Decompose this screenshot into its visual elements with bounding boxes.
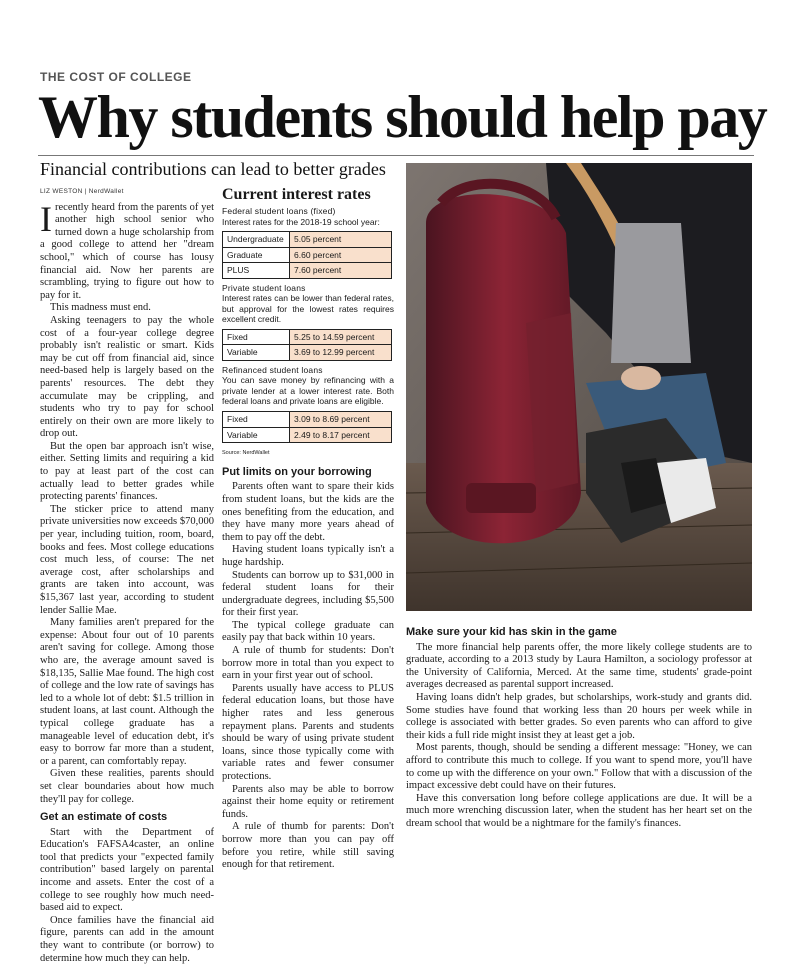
headline-rule	[38, 155, 754, 156]
body-paragraph: Having student loans typically isn't a huge hardship.	[222, 544, 394, 568]
table-row: Fixed 5.25 to 14.59 percent	[223, 329, 392, 345]
private-loans-title: Private student loans	[222, 282, 306, 293]
refinanced-loans-note: You can save money by refinancing with a private lender at a lower interest rate. Both federal loans and private loans are eligible.	[222, 375, 394, 407]
body-paragraph: Start with the Department of Education's FAFSA4caster, an online tool that predicts your "expected family contribution" based largely on parental income and assets. Enter the cost of a college to see roughly how much need-based aid to expect.	[40, 826, 214, 914]
body-paragraph: Most parents, though, should be sending a different message: "Honey, we can afford to contribute this much to college. If you want to spend more, you'll have to come up with the difference on your own." Follow that with a discussion of the impact excessive debt could have on their futures.	[406, 742, 752, 792]
body-paragraph: Parents also may be able to borrow against their home equity or retirement funds.	[222, 783, 394, 820]
headline: Why students should help pay	[38, 84, 767, 150]
photo-illustration	[406, 163, 752, 611]
table-row: Fixed 3.09 to 8.69 percent	[223, 411, 392, 427]
sidebar-title: Current interest rates	[222, 186, 371, 203]
private-loans-note: Interest rates can be lower than federal rates, but approval for the lowest rates requires excellent credit.	[222, 293, 394, 325]
section-heading: Get an estimate of costs	[40, 811, 168, 824]
sidebar-source: Source: NerdWallet	[222, 450, 270, 457]
body-paragraph: Parents often want to spare their kids from student loans, but the kids are the ones benefiting from the education, and they have many more years ahead of them to pay off the debt.	[222, 481, 394, 543]
body-paragraph: Have this conversation long before college applications are due. It will be a much more wrenching discussion later, when the student has her heart set on the dream school that would be a nightmare for the family's finances.	[406, 792, 752, 829]
body-paragraph: Students can borrow up to $31,000 in federal student loans for their undergraduate degrees, including $5,500 for their first year.	[222, 569, 394, 619]
federal-loans-note: Interest rates for the 2018-19 school year:	[222, 216, 380, 227]
kicker: THE COST OF COLLEGE	[40, 70, 192, 84]
lead-paragraph: Irecently heard from the parents of yet another high school senior who turned down a huge scholarship from a good college to attend her "dream school," which of course has lousy financial aid. Now her parents are scrambling, trying to figure out how to pay for it.	[40, 198, 214, 301]
table-row: Variable 3.69 to 12.99 percent	[223, 345, 392, 361]
body-paragraph: Given these realities, parents should set clear boundaries about how much they'll pay for college.	[40, 768, 214, 805]
private-rates-table	[222, 329, 392, 361]
hands	[621, 366, 661, 390]
table-row: Graduate 6.60 percent	[223, 247, 392, 263]
student-backpack-photo	[406, 163, 752, 611]
body-paragraph: This madness must end.	[50, 302, 151, 314]
federal-rates-table	[222, 231, 392, 279]
shirt	[611, 223, 691, 363]
refinanced-rates-table	[222, 411, 392, 443]
table-row: PLUS 7.60 percent	[223, 263, 392, 279]
body-paragraph: Many families aren't prepared for the expense: About four out of 10 parents aren't saving for college. Among those who are, the average amount saved is $18,135, Sallie Mae found. The high cost of college and the low rate of savings has led to a whole lot of debt: $1.5 trillion in student loans, at last count. Although the typical college graduate has a manageable level of education debt, it's easy to borrow far more than a student, or a parent, can comfortably repay.	[40, 617, 214, 767]
interest-rates-sidebar	[222, 186, 394, 460]
body-paragraph: A rule of thumb for students: Don't borrow more in total than you expect to earn in your first year out of school.	[222, 645, 394, 682]
body-paragraph: But the open bar approach isn't wise, either. Setting limits and requiring a kid to pay at least part of the cost can actually lead to better grades while protecting parents' finances.	[40, 440, 214, 503]
body-paragraph: The more financial help parents offer, the more likely college students are to graduate, according to a 2013 study by Laura Hamilton, a sociology professor at the University of California, Merced. At the same time, students' grade-point averages decreased as parental support increased.	[406, 641, 752, 691]
table-row: Undergraduate 5.05 percent	[223, 232, 392, 248]
byline: LIZ WESTON | NerdWallet	[40, 188, 124, 195]
subhead: Financial contributions can lead to better grades	[40, 159, 386, 179]
refinanced-loans-title: Refinanced student loans	[222, 364, 323, 375]
section-heading: Put limits on your borrowing	[222, 465, 372, 478]
table-row: Variable 2.49 to 8.17 percent	[223, 427, 392, 443]
body-paragraph: Asking teenagers to pay the whole cost of a four-year college degree probably isn't realistic or smart. Kids may be cut off from financial aid, since need-based help is largely based on the parents' resources. The debt they accumulate may be crippling, and students who try to pay for school entirely on their own are more likely to drop out.	[40, 314, 214, 440]
body-paragraph: The typical college graduate can easily pay that back within 10 years.	[222, 619, 394, 644]
federal-loans-title: Federal student loans (fixed)	[222, 206, 336, 216]
column-3	[406, 626, 752, 829]
column-1	[40, 186, 214, 964]
body-paragraph: Parents usually have access to PLUS federal education loans, but those have higher rates and less generous repayment plans. Parents and students should be wary of using private student loans, since those typically come with variable rates and fewer consumer protections.	[222, 682, 394, 782]
column-2	[222, 186, 394, 871]
drop-cap: I	[40, 198, 52, 239]
body-paragraph: A rule of thumb for parents: Don't borrow more than you can pay off before you retire, while still saving enough for that retirement.	[222, 821, 394, 871]
body-paragraph: The sticker price to attend many private universities now exceeds $70,000 per year, including tuition, room, board, books and fees. Most college educations cost much less, of course: The net average cost, after scholarships and grants are taken into account, was $15,367 last year, according to student lender Sallie Mae.	[40, 503, 214, 616]
body-paragraph: Having loans didn't help grades, but scholarships, work-study and grants did. Some studies have found that working less than 20 hours per week while in college is associated with better grades. So even parents who can afford to give their kids a full ride might insist they at least get a job.	[406, 691, 752, 741]
body-paragraph: Once families have the financial aid figure, parents can add in the amount they want to contribute (or borrow) to determine how much they can help.	[40, 914, 214, 964]
section-heading: Make sure your kid has skin in the game	[406, 626, 617, 638]
